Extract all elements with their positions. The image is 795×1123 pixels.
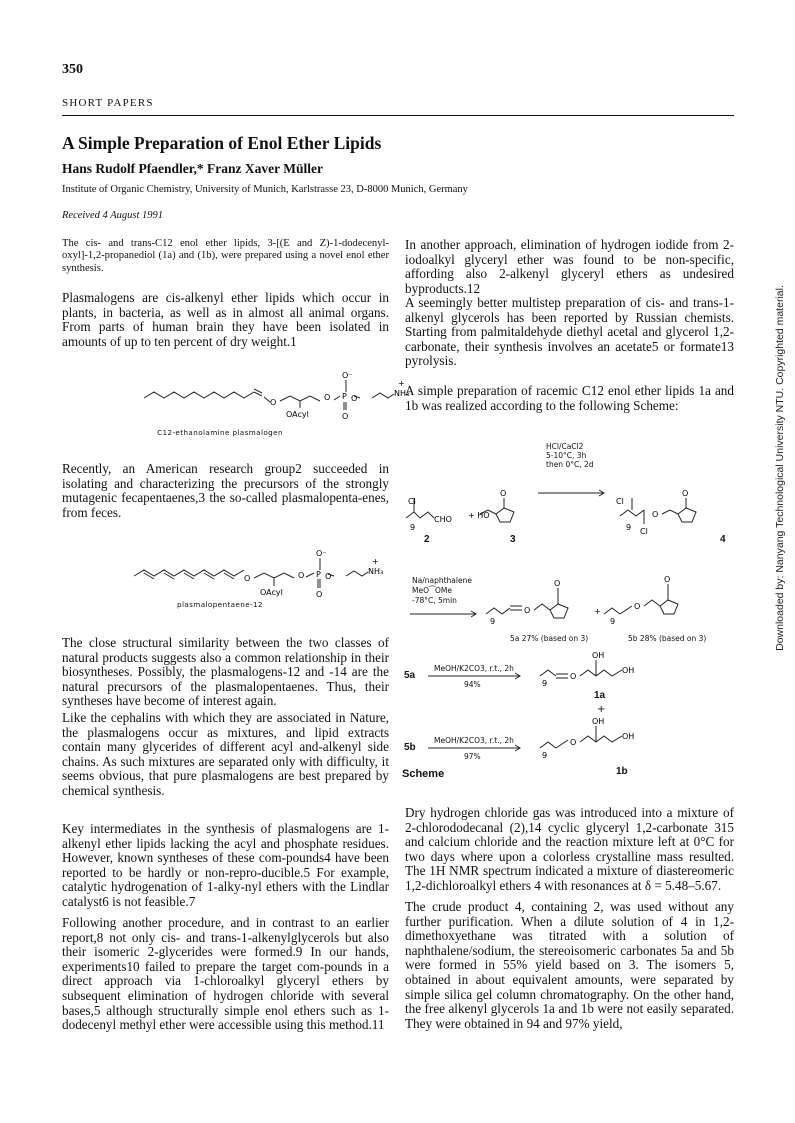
cmpd5b-bond bbox=[604, 608, 620, 614]
paragraph-right-2: A seemingly better multistep preparation of cis- and trans-1-alkenyl glycerols has been reported by Russian chemists. Starting from palmitaldehyde diethyl acetal and glycerol 1,2-carbonate, their synthesis involves an acetate5 or formate13 pyrolysis. bbox=[405, 295, 734, 369]
paragraph-left-5: Key intermediates in the synthesis of plasmalogens are 1-alkenyl ether lipids lacking the acyl and phosphate residues. However, known syntheses of these com-pounds4 have been reported to be hardly or non-repro-ducible.5 For example, catalytic hydrogenation of 1-alky-nyl ethers with the Lindlar catalyst6 is not feasible.7 bbox=[62, 821, 389, 909]
received-date: Received 4 August 1991 bbox=[62, 210, 163, 221]
product-5a-label: 5a 27% (based on 3) bbox=[510, 634, 589, 643]
paragraph-right-3: A simple preparation of racemic C12 enol ether lipids 1a and 1b was realized according to the following Scheme: bbox=[405, 383, 734, 413]
step2-condition-line: Na/naphthalene bbox=[412, 576, 472, 585]
paragraph-right-1: In another approach, elimination of hydrogen iodide from 2-iodoalkyl glyceryl ether was found to be non-specific, affording also 2-alkenyl glyceryl ethers as undesired byproducts.12 bbox=[405, 237, 734, 296]
svg-text:O: O bbox=[634, 602, 641, 611]
paragraph-right-5: The crude product 4, containing 2, was used without any further purification. When a dilute solution of 4 in 1,2-dimethoxyethane was titrated with a solution of naphthalene/sodium, the stereoisomeric carbonates 5a and 5b were formed in 55% yield based on 3. The isomers 5, obtained in about equivalent amounts, were separated by simple silica gel column chromatography. On the other hand, the free alkenyl glycerols 1a and 1b were not easily separated. They were obtained in 94 and 97% yield, bbox=[405, 899, 734, 1031]
ethanolamine-bond bbox=[346, 571, 368, 576]
step4-reactant: 5b bbox=[404, 742, 416, 753]
svg-text:NH₃: NH₃ bbox=[368, 567, 384, 576]
download-watermark bbox=[767, 248, 793, 688]
section-heading: SHORT PAPERS bbox=[62, 97, 154, 109]
cmpd5b-ring bbox=[660, 600, 678, 614]
ethanolamine-bond bbox=[372, 393, 394, 398]
plasmalogen-structure-diagram bbox=[140, 368, 410, 430]
cmpd3-ring bbox=[496, 508, 514, 522]
svg-text:+: + bbox=[594, 607, 601, 616]
reaction-scheme bbox=[400, 438, 740, 788]
step1-condition-line: 5-10°C, 3h bbox=[546, 451, 587, 460]
cmpd4-bond bbox=[620, 510, 644, 516]
abstract: The cis- and trans-C12 enol ether lipids, 3-[(E and Z)-1-dodecenyl-oxyl]-1,2-propanediol (1a) and (1b), were prepared using a novel enol ether synthesis. bbox=[62, 238, 389, 274]
compound-2-label: 2 bbox=[424, 534, 430, 545]
header-rule bbox=[62, 115, 734, 116]
paragraph-left-6: Following another procedure, and in contrast to an earlier report,8 not only cis- and trans-1-alkenylglycerols but also their isomeric 2-glycerides were formed.9 In our hands, experiments10 failed to prepare the target com-pounds in a direct approach via 1-chloroalkyl glyceryl ethers by subsequent elimination of hydrogen chloride with several bases,5 although structurally simple enol ethers such as 1-dodecenyl methyl ether were accessible using this method.11 bbox=[62, 915, 389, 1033]
cmpd5a-bond bbox=[486, 608, 510, 614]
article-affiliation: Institute of Organic Chemistry, University of Munich, Karlstrasse 23, D-8000 Munich, Germany bbox=[62, 184, 468, 195]
svg-text:+: + bbox=[372, 557, 379, 566]
product-1b-label: 1b bbox=[616, 766, 628, 777]
svg-text:9: 9 bbox=[410, 523, 416, 532]
svg-text:CHO: CHO bbox=[434, 515, 452, 524]
download-watermark-text: Downloaded by: Nanyang Technological University NTU. Copyrighted material. bbox=[774, 285, 786, 651]
cmpd4-ring bbox=[678, 508, 696, 522]
compound-3-label: 3 bbox=[510, 534, 516, 545]
step3-yield: 94% bbox=[464, 680, 481, 689]
svg-text:+ HO: + HO bbox=[468, 511, 490, 520]
svg-text:O: O bbox=[342, 412, 349, 421]
step1-condition-line: then 0°C, 2d bbox=[546, 460, 594, 469]
svg-text:O: O bbox=[664, 575, 671, 584]
alkyl-chain-bond bbox=[144, 392, 254, 398]
structure2-label: plasmalopentaene-12 bbox=[176, 600, 263, 609]
svg-text:O: O bbox=[524, 606, 531, 615]
svg-text:O: O bbox=[244, 574, 251, 583]
step4-conditions: MeOH/K2CO3, r.t., 2h bbox=[434, 736, 514, 745]
step2-conditions bbox=[412, 576, 472, 606]
paragraph-right-4: Dry hydrogen chloride gas was introduced into a mixture of 2-chlorododecanal (2),14 cyclic glyceryl 1,2-carbonate 315 and calcium chloride and the reaction mixture left at 0°C for two days where upon a colorless crystalline mass resulted. The 1H NMR spectrum indicated a mixture of diastereomeric 1,2-dichloroalkyl ethers 4 with resonances at δ = 5.48–5.67. bbox=[405, 805, 734, 893]
svg-text:OAcyl: OAcyl bbox=[286, 410, 309, 419]
product-1a-label: 1a bbox=[594, 690, 606, 701]
svg-text:OH: OH bbox=[622, 732, 635, 741]
paragraph-left-3: The close structural similarity between the two classes of natural products suggests also a common relationship in their biosyntheses. Possibly, the plasmalogens-12 and -14 are the natural precursors of the plasmalopentaenes. Thus, their syntheses have become of interest again. bbox=[62, 635, 389, 709]
article-title: A Simple Preparation of Enol Ether Lipids bbox=[62, 133, 382, 153]
svg-text:O: O bbox=[325, 572, 332, 581]
paragraph-left-2: Recently, an American research group2 succeeded in isolating and characterizing the precursors of the strongly mutagenic fecapentaenes,3 the so-called plasmalopenta-enes, from feces. bbox=[62, 461, 389, 520]
svg-text:O: O bbox=[652, 510, 659, 519]
scheme-label: Scheme bbox=[402, 768, 445, 780]
step3-reactant: 5a bbox=[404, 670, 416, 681]
cmpd2-bond bbox=[406, 512, 434, 518]
paragraph-left-4: Like the cephalins with which they are associated in Nature, the plasmalogens occur as mixtures, and lipid extracts contain many glycerides of different acyl and-alkenyl side chains. As such mixtures are separated only with difficulty, it seems obvious, that pure plasmalogens are best prepared by chemical synthesis. bbox=[62, 710, 389, 798]
step3-conditions: MeOH/K2CO3, r.t., 2h bbox=[434, 664, 514, 673]
svg-text:P: P bbox=[316, 570, 321, 579]
svg-text:OAcyl: OAcyl bbox=[260, 588, 283, 597]
svg-text:9: 9 bbox=[626, 523, 632, 532]
svg-text:9: 9 bbox=[610, 617, 616, 626]
cmpd1b-bond bbox=[540, 742, 556, 748]
svg-text:NH₃: NH₃ bbox=[394, 389, 410, 398]
svg-text:Cl: Cl bbox=[616, 497, 624, 506]
product-5b-label: 5b 28% (based on 3) bbox=[628, 634, 707, 643]
paragraph-left-1: Plasmalogens are cis-alkenyl ether lipids which occur in plants, in bacteria, as well as in almost all animal organs. From parts of human brain they have been isolated in amounts of up to ten percent of dry weight.1 bbox=[62, 290, 389, 349]
svg-text:9: 9 bbox=[542, 751, 548, 760]
svg-text:Cl: Cl bbox=[640, 527, 648, 536]
svg-text:P: P bbox=[342, 392, 347, 401]
svg-text:O: O bbox=[554, 579, 561, 588]
svg-text:O: O bbox=[316, 590, 323, 599]
svg-text:9: 9 bbox=[490, 617, 496, 626]
article-authors: Hans Rudolf Pfaendler,* Franz Xaver Müller bbox=[62, 161, 323, 176]
svg-text:O: O bbox=[682, 489, 689, 498]
step1-condition-line: HCl/CaCl2 bbox=[546, 442, 584, 451]
glycerol-bond bbox=[280, 396, 320, 401]
structure1-label: C12-ethanolamine plasmalogen bbox=[157, 428, 283, 437]
svg-text:O: O bbox=[570, 672, 577, 681]
svg-text:O: O bbox=[270, 398, 277, 407]
svg-text:OH: OH bbox=[592, 717, 605, 726]
svg-text:O: O bbox=[298, 571, 305, 580]
svg-text:9: 9 bbox=[542, 679, 548, 688]
svg-text:O⁻: O⁻ bbox=[316, 549, 327, 558]
step1-conditions bbox=[546, 442, 594, 469]
svg-text:O: O bbox=[500, 489, 507, 498]
svg-text:+: + bbox=[398, 379, 405, 388]
svg-text:Cl: Cl bbox=[408, 497, 416, 506]
svg-text:O: O bbox=[324, 393, 331, 402]
plus-sign: + bbox=[597, 704, 606, 715]
step2-condition-line: MeO⁀OMe bbox=[412, 586, 453, 595]
svg-text:O⁻: O⁻ bbox=[342, 371, 353, 380]
compound-4-label: 4 bbox=[720, 534, 726, 545]
glycerol-bond bbox=[254, 573, 294, 578]
step2-condition-line: -78°C, 5min bbox=[412, 596, 457, 605]
svg-text:O: O bbox=[351, 394, 358, 403]
page-number: 350 bbox=[62, 62, 83, 77]
svg-text:OH: OH bbox=[592, 651, 605, 660]
svg-text:O: O bbox=[570, 738, 577, 747]
svg-text:OH: OH bbox=[622, 666, 635, 675]
step4-yield: 97% bbox=[464, 752, 481, 761]
cmpd1a-bond bbox=[540, 670, 556, 676]
cmpd5a-ring bbox=[550, 604, 568, 618]
